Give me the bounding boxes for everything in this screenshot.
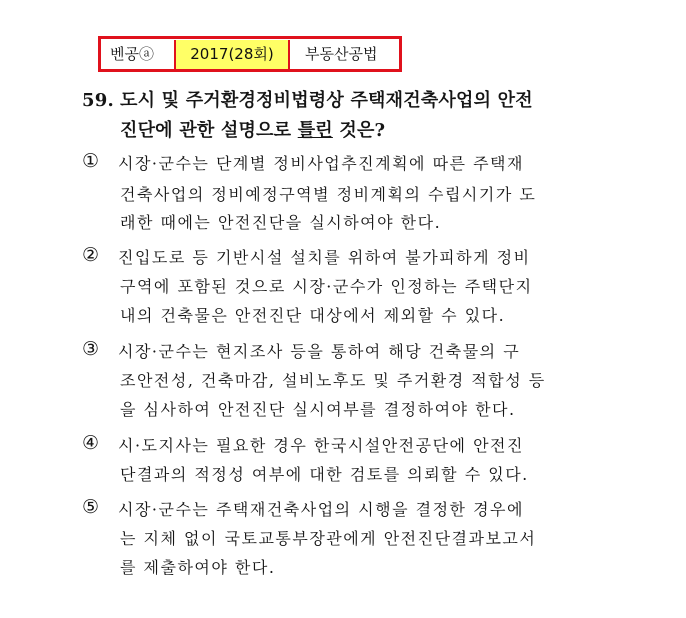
- option-5-line: 시장·군수는 주택재건축사업의 시행을 결정한 경우에: [118, 500, 524, 519]
- exam-label: 벤공ⓐ: [110, 45, 154, 63]
- option-4-line: 단결과의 적정성 여부에 대한 검토를 의뢰할 수 있다.: [120, 465, 529, 484]
- option-5-marker: ⑤: [82, 496, 100, 518]
- option-3-line: 시장·군수는 현지조사 등을 통하여 해당 건축물의 구: [118, 342, 521, 361]
- option-1-line: 시장·군수는 단계별 정비사업추진계획에 따른 주택재: [118, 154, 524, 173]
- question-text: 도시 및 주거환경정비법령상 주택재건축사업의 안전: [120, 90, 533, 111]
- tag-divider: [288, 40, 290, 69]
- question-text: 진단에 관한 설명으로: [120, 120, 298, 141]
- option-1-marker: ①: [82, 150, 100, 172]
- option-5-line: 는 지체 없이 국토교통부장관에게 안전진단결과보고서: [120, 529, 537, 548]
- subject-label: 부동산공법: [305, 45, 378, 63]
- option-5-line: 를 제출하여야 한다.: [120, 558, 276, 577]
- question-stem-line-1: [82, 86, 533, 112]
- option-2-line: 진입도로 등 기반시설 설치를 위하여 불가피하게 정비: [118, 248, 531, 267]
- option-2-line: 구역에 포함된 것으로 시장·군수가 인정하는 주택단지: [120, 277, 533, 296]
- exam-year-badge: 2017(28회): [176, 40, 288, 69]
- question-text: 것은?: [332, 120, 386, 141]
- option-1-line: 건축사업의 정비예정구역별 정비계획의 수립시기가 도: [120, 185, 537, 204]
- question-number: 59.: [82, 90, 114, 111]
- option-4-line: 시·도지사는 필요한 경우 한국시설안전공단에 안전진: [118, 436, 524, 455]
- option-1-line: 래한 때에는 안전진단을 실시하여야 한다.: [120, 213, 442, 232]
- emphasis-word: 틀린: [297, 120, 333, 141]
- option-3-line: 을 심사하여 안전진단 실시여부를 결정하여야 한다.: [120, 400, 516, 419]
- option-2-marker: ②: [82, 244, 100, 266]
- option-2-line: 내의 건축물은 안전진단 대상에서 제외할 수 있다.: [120, 306, 506, 325]
- option-3-marker: ③: [82, 338, 100, 360]
- question-stem-line-2: [120, 116, 385, 142]
- option-4-marker: ④: [82, 432, 100, 454]
- option-3-line: 조안전성, 건축마감, 설비노후도 및 주거환경 적합성 등: [120, 371, 546, 390]
